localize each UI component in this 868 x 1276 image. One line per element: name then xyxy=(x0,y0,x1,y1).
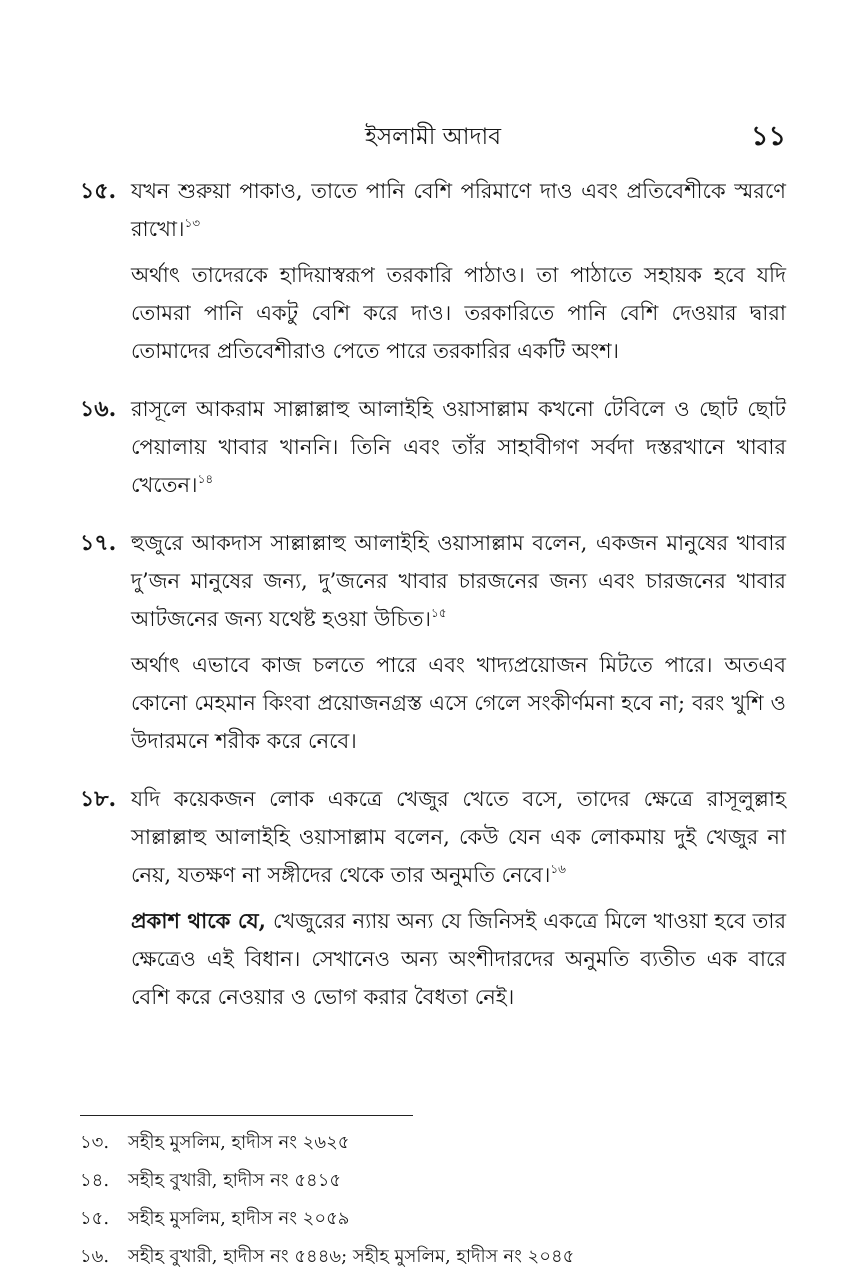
list-item xyxy=(80,780,786,1016)
note-lead: প্রকাশ থাকে যে, xyxy=(131,908,266,933)
footnotes xyxy=(80,1124,786,1276)
main-text xyxy=(80,172,786,1036)
item-text: হুজুরে আকদাস সাল্লাল্লাহু আলাইহি ওয়াসাল্লাম বলেন, একজন মানুষের খাবার দু’জন মানুষের জন্য, দু’জনের খাবার চারজনের জন্য এবং চারজনের খাবার আটজনের জন্য যথেষ্ট হওয়া উচিত।$^{১৫}$ xyxy=(131,531,786,631)
explanation: প্রকাশ থাকে যে, খেজুরের ন্যায় অন্য যে জিনিসই একত্রে মিলে খাওয়া হবে তার ক্ষেত্রেও এই বিধান। সেখানেও অন্য অংশীদারদের অনুমতি ব্যতীত এক বারে বেশি করে নেওয়ার ও ভোগ করার বৈধতা নেই। xyxy=(131,908,786,1009)
footnote xyxy=(80,1124,786,1162)
footnote-number: ১৬. xyxy=(80,1246,110,1267)
footnote-ref: ১৪ xyxy=(197,472,214,486)
footnote-number: ১৪. xyxy=(80,1170,110,1191)
footnote xyxy=(80,1200,786,1238)
item-text: যখন শুরুয়া পাকাও, তাতে পানি বেশি পরিমাণে দাও এবং প্রতিবেশীকে স্মরণে রাখো।$^{১৩}$ xyxy=(131,179,786,241)
footnote-text: সহীহ মুসলিম, হাদীস নং ২০৫৯ xyxy=(128,1208,350,1229)
page-number: ১১ xyxy=(750,121,786,152)
list-item xyxy=(80,172,786,370)
explanation: অর্থাৎ এভাবে কাজ চলতে পারে এবং খাদ্যপ্রয়োজন মিটতে পারে। অতএব কোনো মেহমান কিংবা প্রয়োজনগ্রস্ত এসে গেলে সংকীর্ণমনা হবে না; বরং খুশি ও উদারমনে শরীক করে নেবে। xyxy=(131,653,786,753)
footnote-text: সহীহ মুসলিম, হাদীস নং ২৬২৫ xyxy=(128,1132,350,1153)
footnote-ref: ১৬ xyxy=(550,862,566,876)
footnote-divider xyxy=(80,1115,413,1116)
item-text: যদি কয়েকজন লোক একত্রে খেজুর খেতে বসে, তাদের ক্ষেত্রে রাসূলুল্লাহ সাল্লাল্লাহু আলাইহি ওয়াসাল্লাম বলেন, কেউ যেন এক লোকমায় দুই খেজুর না নেয়, যতক্ষণ না সঙ্গীদের থেকে তার অনুমতি নেবে।$^{১৬}$ xyxy=(131,787,786,887)
item-text: রাসূলে আকরাম সাল্লাল্লাহু আলাইহি ওয়াসাল্লাম কখনো টেবিলে ও ছোট ছোট পেয়ালায় খাবার খাননি। তিনি এবং তাঁর সাহাবীগণ সর্বদা দস্তরখানে খাবার খেতেন।$^{১৪}$ xyxy=(131,397,786,497)
running-title: ইসলামী আদাব xyxy=(364,124,501,150)
footnote-text: সহীহ বুখারী, হাদীস নং ৫৪১৫ xyxy=(128,1170,342,1191)
list-item xyxy=(80,390,786,504)
footnote-ref: ১৫ xyxy=(431,606,447,620)
item-number: ১৫. xyxy=(80,178,117,204)
item-number: ১৮. xyxy=(80,786,117,812)
footnote xyxy=(80,1238,786,1276)
footnote-number: ১৫. xyxy=(80,1208,110,1229)
list-item xyxy=(80,524,786,760)
explanation: অর্থাৎ তাদেরকে হাদিয়াস্বরূপ তরকারি পাঠাও। তা পাঠাতে সহায়ক হবে যদি তোমরা পানি একটু বেশি করে দাও। তরকারিতে পানি বেশি দেওয়ার দ্বারা তোমাদের প্রতিবেশীরাও পেতে পারে তরকারির একটি অংশ। xyxy=(131,263,786,363)
footnote xyxy=(80,1162,786,1200)
footnote-ref: ১৩ xyxy=(184,216,201,230)
page-header xyxy=(80,116,786,160)
item-number: ১৬. xyxy=(80,396,117,422)
item-number: ১৭. xyxy=(80,530,117,556)
footnote-number: ১৩. xyxy=(80,1132,110,1153)
footnote-text: সহীহ বুখারী, হাদীস নং ৫৪৪৬; সহীহ মুসলিম, হাদীস নং ২০৪৫ xyxy=(128,1246,575,1267)
